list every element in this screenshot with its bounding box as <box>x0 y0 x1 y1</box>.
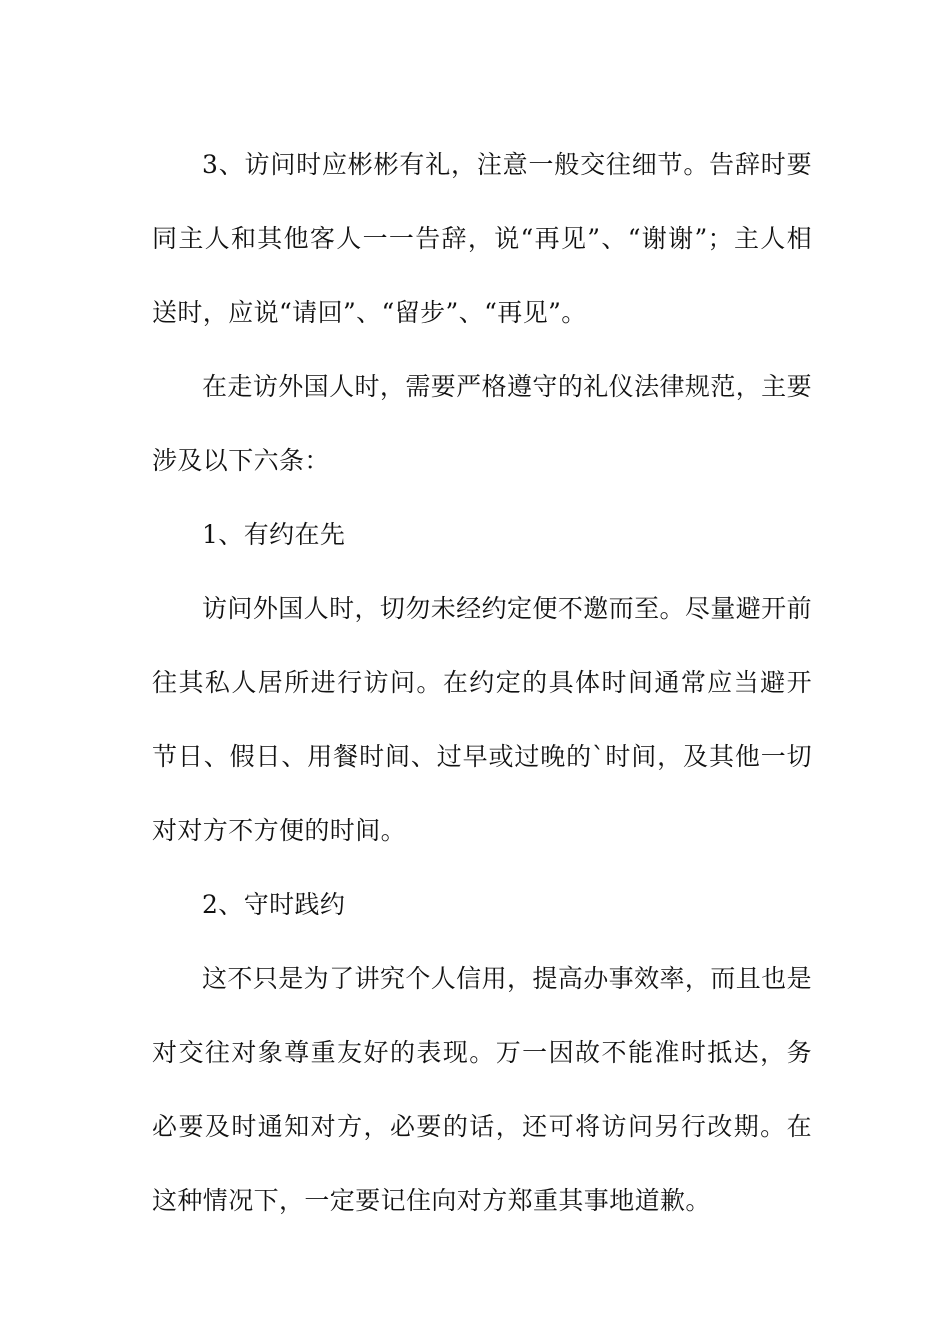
paragraph-appointment-details: 访问外国人时，切勿未经约定便不邀而至。尽量避开前往其私人居所进行访问。在约定的具体时间通常应当避开节日、假日、用餐时间、过早或过晚的`时间，及其他一切对对方不方便的时间。 <box>152 594 812 845</box>
paragraph-foreign-visit-intro: 在走访外国人时，需要严格遵守的礼仪法律规范，主要涉及以下六条： <box>152 372 812 475</box>
heading-appointment-first: 1、有约在先 <box>202 520 346 549</box>
paragraph-punctuality-details: 这不只是为了讲究个人信用，提高办事效率，而且也是对交往对象尊重友好的表现。万一因故不能准时抵达，务必要及时通知对方，必要的话，还可将访问另行改期。在这种情况下，一定要记住向对方郑重其事地道歉。 <box>152 964 812 1215</box>
paragraph-visit-etiquette: 3、访问时应彬彬有礼，注意一般交往细节。告辞时要同主人和其他客人一一告辞，说“再见”、“谢谢”；主人相送时，应说“请回”、“留步”、“再见”。 <box>152 150 812 327</box>
document-body <box>152 128 812 1238</box>
heading-punctuality: 2、守时践约 <box>202 890 346 919</box>
